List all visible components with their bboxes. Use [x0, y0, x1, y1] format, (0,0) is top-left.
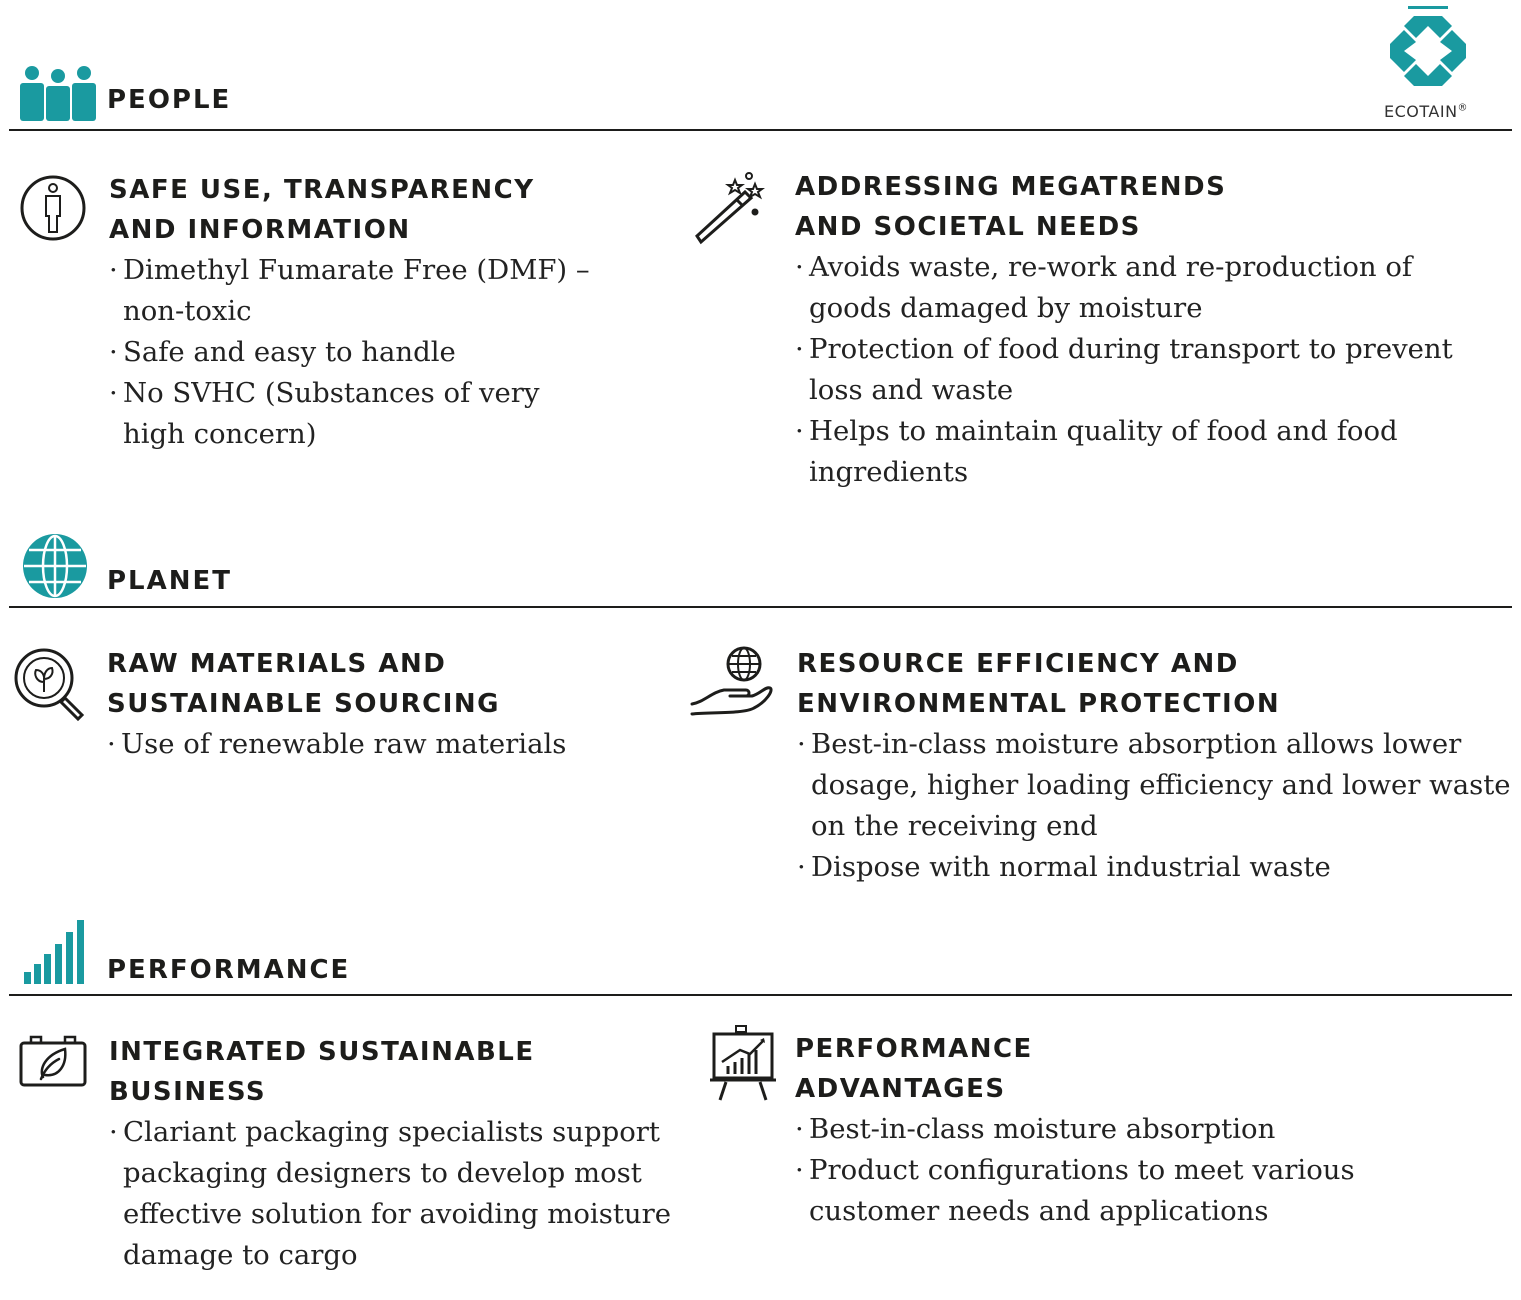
item-resource-efficiency	[797, 644, 1511, 888]
list-item: · Dispose with normal industrial waste	[797, 847, 1511, 888]
people-icon	[19, 63, 97, 121]
item-title-line: RESOURCE EFFICIENCY AND	[797, 649, 1239, 679]
item-title-line: SUSTAINABLE SOURCING	[107, 689, 500, 719]
bullet-list	[795, 1109, 1355, 1232]
list-item: · Helps to maintain quality of food and food ingredients	[795, 411, 1453, 493]
list-item: · Use of renewable raw materials	[107, 724, 566, 765]
section-title-performance: PERFORMANCE	[107, 955, 351, 985]
list-item: · Safe and easy to handle	[109, 332, 590, 373]
list-item: · Avoids waste, re-work and re-production of goods damaged by moisture	[795, 247, 1453, 329]
list-item: · Best-in-class moisture absorption	[795, 1109, 1355, 1150]
list-item: · Dimethyl Fumarate Free (DMF) – non-toxic	[109, 250, 590, 332]
item-performance-advantages	[795, 1029, 1355, 1232]
item-safe-use	[109, 170, 590, 455]
bullet-list	[109, 1112, 671, 1276]
list-item: · Product configurations to meet various customer needs and applications	[795, 1150, 1355, 1232]
person-circle-icon	[20, 174, 86, 242]
item-title-line: AND INFORMATION	[109, 215, 411, 245]
section-divider	[9, 606, 1512, 608]
logo-registered-mark: ®	[1457, 102, 1469, 114]
list-item: · No SVHC (Substances of very high concern)	[109, 373, 590, 455]
item-title-line: ADVANTAGES	[795, 1074, 1006, 1104]
item-title-line: PERFORMANCE	[795, 1034, 1033, 1064]
section-divider	[9, 994, 1512, 996]
list-item: · Best-in-class moisture absorption allows lower dosage, higher loading efficiency and lower waste on the receiving end	[797, 724, 1511, 847]
presentation-board-icon	[710, 1024, 776, 1102]
item-title-line: ADDRESSING MEGATRENDS	[795, 172, 1227, 202]
ecotain-logo-icon	[1378, 6, 1478, 96]
ecotain-logo	[1378, 6, 1478, 124]
item-title-line: ENVIRONMENTAL PROTECTION	[797, 689, 1281, 719]
briefcase-leaf-icon	[19, 1035, 87, 1087]
bar-chart-icon	[24, 920, 86, 984]
bullet-list	[107, 724, 566, 765]
bullet-list	[795, 247, 1453, 493]
item-title-line: RAW MATERIALS AND	[107, 649, 447, 679]
bullet-list	[797, 724, 1511, 888]
magnifier-leaf-icon	[14, 648, 88, 720]
hand-globe-icon	[690, 646, 774, 718]
section-title-people: PEOPLE	[107, 85, 232, 115]
list-item: · Clariant packaging specialists support packaging designers to develop most effective solution for avoiding moisture damage to cargo	[109, 1112, 671, 1276]
item-title-line: INTEGRATED SUSTAINABLE	[109, 1037, 535, 1067]
item-title-line: SAFE USE, TRANSPARENCY	[109, 175, 535, 205]
magic-wand-icon	[697, 170, 767, 246]
item-raw-materials	[107, 644, 566, 765]
section-divider	[9, 129, 1512, 131]
section-title-planet: PLANET	[107, 566, 233, 596]
logo-text: ECOTAIN	[1384, 102, 1458, 121]
item-title-line: AND SOCIETAL NEEDS	[795, 212, 1141, 242]
item-title-line: BUSINESS	[109, 1077, 267, 1107]
list-item: · Protection of food during transport to prevent loss and waste	[795, 329, 1453, 411]
globe-icon	[22, 533, 88, 599]
bullet-list	[109, 250, 590, 455]
item-megatrends	[795, 167, 1453, 493]
item-integrated-business	[109, 1032, 671, 1276]
